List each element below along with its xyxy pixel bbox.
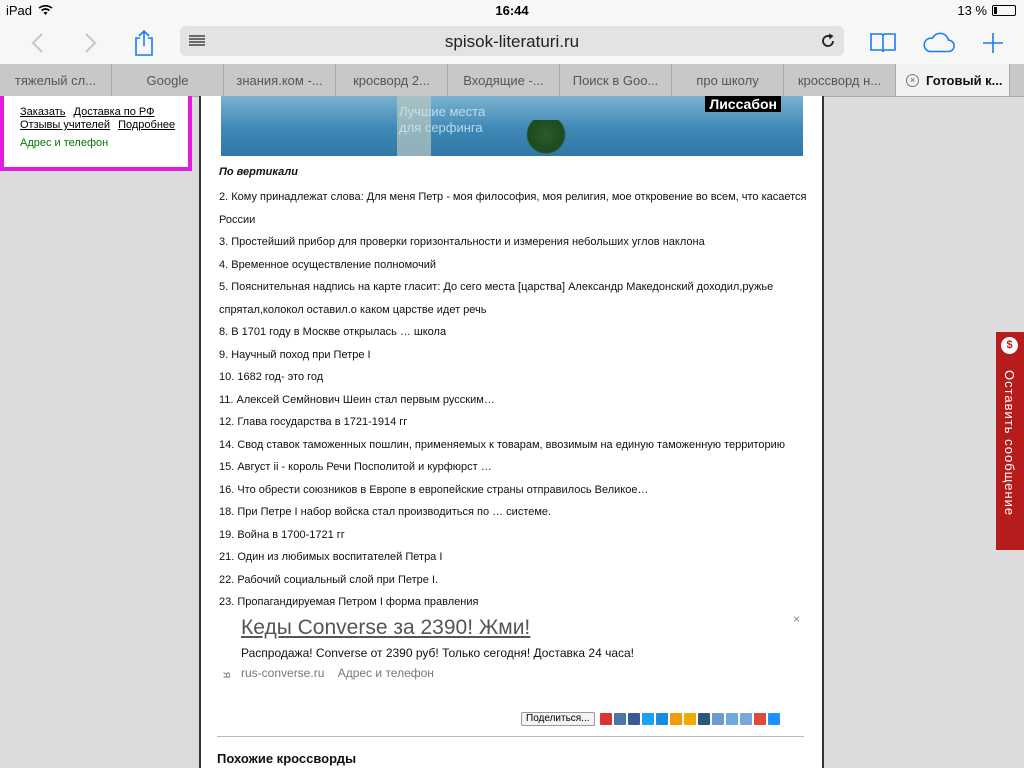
cloud-icon <box>922 32 956 54</box>
share-service-icon[interactable] <box>628 713 640 725</box>
ad-close-icon[interactable]: × <box>792 612 800 626</box>
share-service-icon[interactable] <box>614 713 626 725</box>
feedback-icon: $ <box>1001 337 1018 354</box>
share-service-icon[interactable] <box>740 713 752 725</box>
clue-item: 8. В 1701 году в Москве открылась … школа <box>219 326 447 338</box>
ad-title-link[interactable]: Кеды Converse за 2390! Жми! <box>241 616 531 639</box>
tab-6[interactable]: Поиск в Goo... <box>560 64 672 96</box>
vertical-title: По вертикали <box>219 166 298 178</box>
clue-item: 3. Простейший прибор для проверки горизонтальности и измерения небольших углов наклона <box>219 236 705 248</box>
clue-item: 21. Один из любимых воспитателей Петра I <box>219 551 443 563</box>
share-service-icon[interactable] <box>754 713 766 725</box>
divider <box>217 736 804 737</box>
clue-item: 11. Алексей Семйнович Шеин стал первым русским… <box>219 393 495 406</box>
ad-description: Распродажа! Converse от 2390 руб! Только сегодня! Доставка 24 часа! <box>241 646 635 660</box>
tab-bar <box>0 64 1024 97</box>
reviews-link[interactable]: Отзывы учителей <box>20 119 111 131</box>
chevron-left-icon <box>30 32 44 54</box>
battery-percent: 13 % <box>957 3 987 18</box>
clue-item: 5. Пояснительная надпись на карте гласит: До сего места [царства] Александр Македонский доходил,ружье спрятал,колокол оставил.о каком царстве идет речь <box>219 281 774 316</box>
ad-address-link[interactable]: Адрес и телефон <box>337 666 434 680</box>
reload-icon[interactable] <box>820 33 836 49</box>
clue-item: 19. Война в 1700-1721 гг <box>219 528 345 541</box>
feedback-label: Оставить сообщение <box>1002 370 1017 517</box>
forward-button[interactable] <box>74 26 108 60</box>
tab-active-label: Готовый к... <box>926 72 1003 88</box>
banner-city: Лиссабон <box>705 96 781 112</box>
palm-image <box>521 120 571 156</box>
clock: 16:44 <box>495 3 529 18</box>
share-service-icon[interactable] <box>670 713 682 725</box>
share-widget-button[interactable]: Поделиться... <box>521 712 595 726</box>
tab-7[interactable]: про школу <box>672 64 784 96</box>
ad-domain[interactable]: rus-converse.ru <box>241 666 325 680</box>
clue-item: 15. Август ii - король Речи Посполитой и курфюрст … <box>219 461 492 473</box>
clue-item: 14. Свод ставок таможенных пошлин, применяемых к товарам, ввозимым на единую таможенную территорию <box>219 438 786 451</box>
order-link[interactable]: Заказать <box>20 106 66 118</box>
battery-icon <box>992 5 1016 16</box>
tab-4[interactable]: кросворд 2... <box>336 64 448 96</box>
similar-crosswords-heading: Похожие кроссворды <box>217 751 357 766</box>
share-bar <box>521 712 780 726</box>
bookmarks-button[interactable] <box>866 26 900 60</box>
share-icon <box>133 29 155 57</box>
more-link[interactable]: Подробнее <box>118 119 176 131</box>
clue-item: 16. Что обрести союзников в Европе в европейские страны отправилось Великое… <box>219 483 649 496</box>
device-name: iPad <box>6 3 33 18</box>
clue-item: 2. Кому принадлежат слова: Для меня Петр - моя философия, моя религия, мое откровение во всем, что касается России <box>219 191 807 226</box>
share-service-icon[interactable] <box>600 713 612 725</box>
tab-1[interactable]: тяжелый сл... <box>0 64 112 96</box>
book-icon <box>869 32 897 54</box>
left-ad-box <box>0 96 192 171</box>
tab-3[interactable]: знания.ком -... <box>224 64 336 96</box>
address-bar[interactable] <box>180 26 844 56</box>
status-bar <box>0 0 1024 22</box>
browser-toolbar <box>0 22 1024 64</box>
clue-item: 10. 1682 год- это год <box>219 371 324 383</box>
close-tab-icon[interactable]: × <box>906 74 919 87</box>
share-service-icon[interactable] <box>712 713 724 725</box>
share-button[interactable] <box>127 26 161 60</box>
clue-item: 4. Временное осуществление полномочий <box>219 258 437 271</box>
tab-google[interactable]: Google <box>112 64 224 96</box>
share-service-icon[interactable] <box>698 713 710 725</box>
text-ad <box>241 616 801 680</box>
clue-item: 22. Рабочий социальный слой при Петре I. <box>219 573 439 586</box>
banner-ad[interactable] <box>221 96 803 156</box>
clue-item: 18. При Петре I набор войска стал производиться по … системе. <box>219 506 552 518</box>
clue-item: 23. Пропагандируемая Петром I форма правления <box>219 596 479 608</box>
clue-item: 12. Глава государства в 1721-1914 гг <box>219 416 408 428</box>
page-content <box>199 96 824 768</box>
share-service-icon[interactable] <box>656 713 668 725</box>
share-service-icon[interactable] <box>684 713 696 725</box>
feedback-widget[interactable] <box>996 332 1024 550</box>
share-service-icon[interactable] <box>642 713 654 725</box>
url-text: spisok-literaturi.ru <box>444 32 580 51</box>
crossword-clues <box>219 166 809 614</box>
left-ad-address[interactable]: Адрес и телефон <box>20 137 109 149</box>
tab-5[interactable]: Входящие -... <box>448 64 560 96</box>
share-service-icon[interactable] <box>768 713 780 725</box>
back-button[interactable] <box>20 26 54 60</box>
tab-8[interactable]: кроссворд н... <box>784 64 896 96</box>
delivery-link[interactable]: Доставка по РФ <box>73 106 155 118</box>
plus-icon <box>982 32 1004 54</box>
icloud-tabs-button[interactable] <box>922 26 956 60</box>
new-tab-button[interactable] <box>976 26 1010 60</box>
banner-tagline: Лучшие места для серфинга <box>399 104 486 135</box>
share-service-icon[interactable] <box>726 713 738 725</box>
yandex-mark: Я <box>221 671 232 679</box>
chevron-right-icon <box>84 32 98 54</box>
tab-active[interactable] <box>896 64 1010 96</box>
clue-item: 9. Научный поход при Петре I <box>219 348 371 361</box>
